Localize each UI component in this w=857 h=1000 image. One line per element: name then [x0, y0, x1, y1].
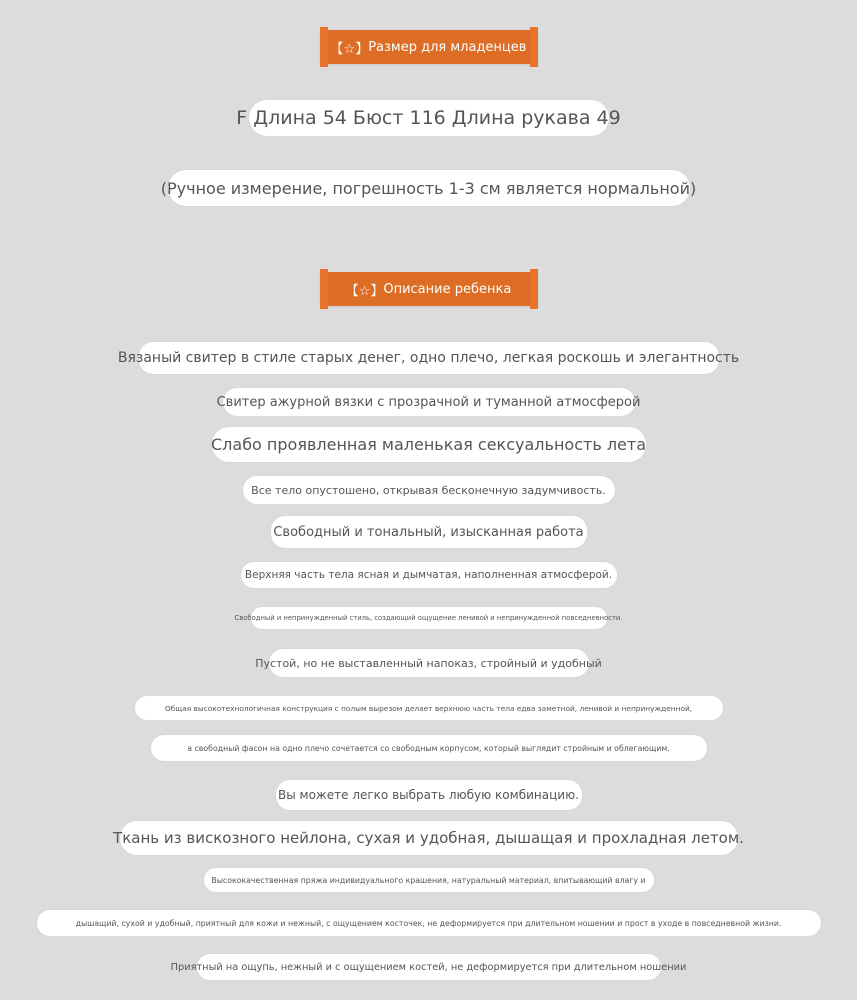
description-line: Высококачественная пряжа индивидуального крашения, натуральный материал, впитывающий влагу и	[204, 868, 654, 892]
description-line: Слабо проявленная маленькая сексуальность лета	[212, 427, 646, 462]
star-icon: 【☆】	[345, 283, 384, 299]
description-line: Пустой, но не выставленный напоказ, стройный и удобный	[269, 649, 589, 677]
description-line: Свитер ажурной вязки с прозрачной и туманной атмосферой	[223, 388, 635, 416]
description-line: дышащий, сухой и удобный, приятный для кожи и нежный, с ощущением косточек, не деформируется при длительном ношении и прост в уходе в повседневной жизни.	[37, 910, 821, 936]
description-section-banner	[320, 272, 538, 306]
description-line: Верхняя часть тела ясная и дымчатая, наполненная атмосферой.	[241, 562, 617, 588]
size-section-title: Размер для младенцев	[368, 39, 527, 55]
star-icon: 【☆】	[330, 41, 369, 57]
description-line: Ткань из вискозного нейлона, сухая и удобная, дышащая и прохладная летом.	[120, 821, 738, 855]
description-line: Все тело опустошено, открывая бесконечную задумчивость.	[243, 476, 615, 504]
description-line: Приятный на ощупь, нежный и с ощущением костей, не деформируется при длительном ношении	[197, 954, 661, 980]
size-note: (Ручное измерение, погрешность 1-3 см является нормальной)	[168, 170, 690, 206]
description-line: Вязаный свитер в стиле старых денег, одно плечо, легкая роскошь и элегантность	[139, 342, 719, 374]
description-line: Общая высокотехнологичная конструкция с полым вырезом делает верхнюю часть тела едва заметной, ленивой и непринужденной,	[135, 696, 723, 720]
description-line: Вы можете легко выбрать любую комбинацию.	[276, 780, 582, 810]
description-section-title: Описание ребенка	[383, 281, 512, 297]
description-line: а свободный фасон на одно плечо сочетается со свободным корпусом, который выглядит стройным и облегающим.	[151, 735, 707, 761]
size-section-banner	[320, 30, 538, 64]
description-line: Свободный и тональный, изысканная работа	[271, 516, 587, 548]
description-line: Свободный и непринужденный стиль, создающий ощущение ленивой и непринужденной повседневности.	[251, 607, 607, 629]
size-measurement: F Длина 54 Бюст 116 Длина рукава 49	[249, 100, 609, 136]
